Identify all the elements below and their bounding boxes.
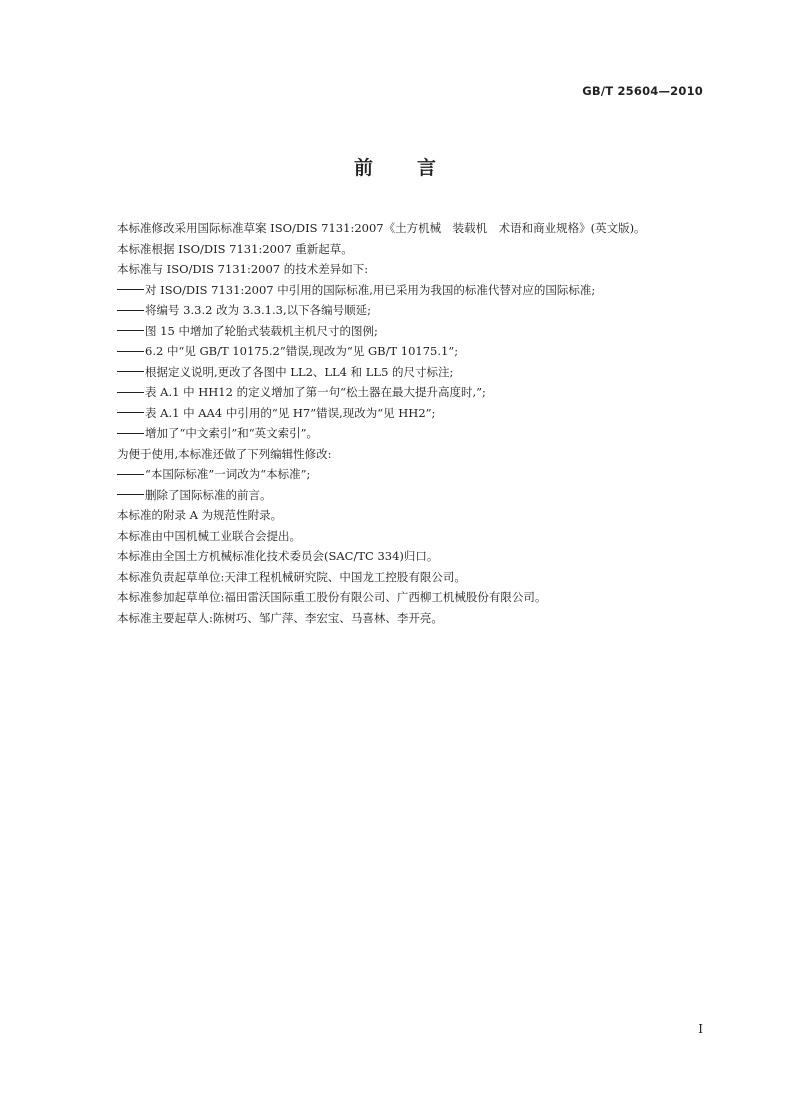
difference-list-item (90, 321, 704, 342)
em-dash-bullet (117, 433, 144, 434)
foreword-paragraph (90, 608, 704, 629)
em-dash-bullet (117, 494, 144, 495)
em-dash-bullet (117, 412, 144, 413)
foreword-paragraph (90, 218, 704, 239)
paragraph-text: 表 A.1 中 HH12 的定义增加了第一句“松土器在最大提升高度时,”; (145, 385, 486, 399)
paragraph-text: 删除了国际标准的前言。 (145, 487, 272, 502)
foreword-paragraph (90, 259, 704, 280)
paragraph-text: 根据定义说明,更改了各图中 LL2、LL4 和 LL5 的尺寸标注; (145, 364, 454, 379)
paragraph-text: 本标准参加起草单位:福田雷沃国际重工股份有限公司、广西柳工机械股份有限公司。 (117, 590, 547, 604)
paragraph-text: 本标准修改采用国际标准草案 ISO/DIS 7131:2007《土方机械 装载机 术语和商业规格》(英文版)。 (117, 221, 646, 235)
paragraph-text: 表 A.1 中 AA4 中引用的“见 H7”错误,现改为“见 HH2”; (145, 405, 436, 420)
paragraph-text: “本国际标准”一词改为“本标准”; (145, 467, 311, 481)
paragraph-text: 本标准由全国土方机械标准化技术委员会(SAC/TC 334)归口。 (117, 549, 439, 563)
foreword-paragraph (90, 526, 704, 547)
page-title (0, 153, 792, 180)
title-char-2: 言 (417, 157, 439, 179)
paragraph-text: 对 ISO/DIS 7131:2007 中引用的国际标准,用已采用为我国的标准代替对应的国际标准; (145, 282, 596, 297)
foreword-body (90, 218, 704, 628)
em-dash-bullet (117, 371, 144, 372)
foreword-paragraph (90, 587, 704, 608)
difference-list-item (90, 485, 704, 506)
foreword-paragraph (90, 239, 704, 260)
paragraph-text: 本标准由中国机械工业联合会提出。 (117, 528, 301, 543)
difference-list-item (90, 423, 704, 444)
difference-list-item (90, 403, 704, 424)
foreword-paragraph (90, 444, 704, 465)
em-dash-bullet (117, 330, 144, 331)
paragraph-text: 本标准主要起草人:陈树巧、邹广萍、李宏宝、马喜林、李开亮。 (117, 610, 443, 625)
paragraph-text: 本标准与 ISO/DIS 7131:2007 的技术差异如下: (117, 262, 369, 276)
difference-list-item (90, 341, 704, 362)
difference-list-item (90, 280, 704, 301)
paragraph-text: 增加了“中文索引”和“英文索引”。 (145, 426, 319, 440)
difference-list-item (90, 362, 704, 383)
em-dash-bullet (117, 351, 144, 352)
foreword-paragraph (90, 546, 704, 567)
em-dash-bullet (117, 289, 144, 290)
paragraph-text: 本标准根据 ISO/DIS 7131:2007 重新起草。 (117, 241, 353, 256)
paragraph-text: 图 15 中增加了轮胎式装载机主机尺寸的图例; (145, 323, 378, 338)
em-dash-bullet (117, 474, 144, 475)
page-number: I (698, 1022, 703, 1036)
paragraph-text: 本标准负责起草单位:天津工程机械研究院、中国龙工控股有限公司。 (117, 569, 466, 584)
difference-list-item (90, 300, 704, 321)
title-char-1: 前 (353, 157, 375, 179)
foreword-paragraph (90, 567, 704, 588)
difference-list-item (90, 382, 704, 403)
em-dash-bullet (117, 392, 144, 393)
paragraph-text: 6.2 中“见 GB/T 10175.2”错误,现改为“见 GB/T 10175.1”; (145, 344, 459, 358)
em-dash-bullet (117, 310, 144, 311)
standard-id: GB/T 25604—2010 (582, 84, 703, 98)
difference-list-item (90, 464, 704, 485)
paragraph-text: 本标准的附录 A 为规范性附录。 (117, 508, 283, 522)
foreword-paragraph (90, 505, 704, 526)
paragraph-text: 将编号 3.3.2 改为 3.3.1.3,以下各编号顺延; (145, 303, 371, 317)
paragraph-text: 为便于使用,本标准还做了下列编辑性修改: (117, 446, 332, 461)
